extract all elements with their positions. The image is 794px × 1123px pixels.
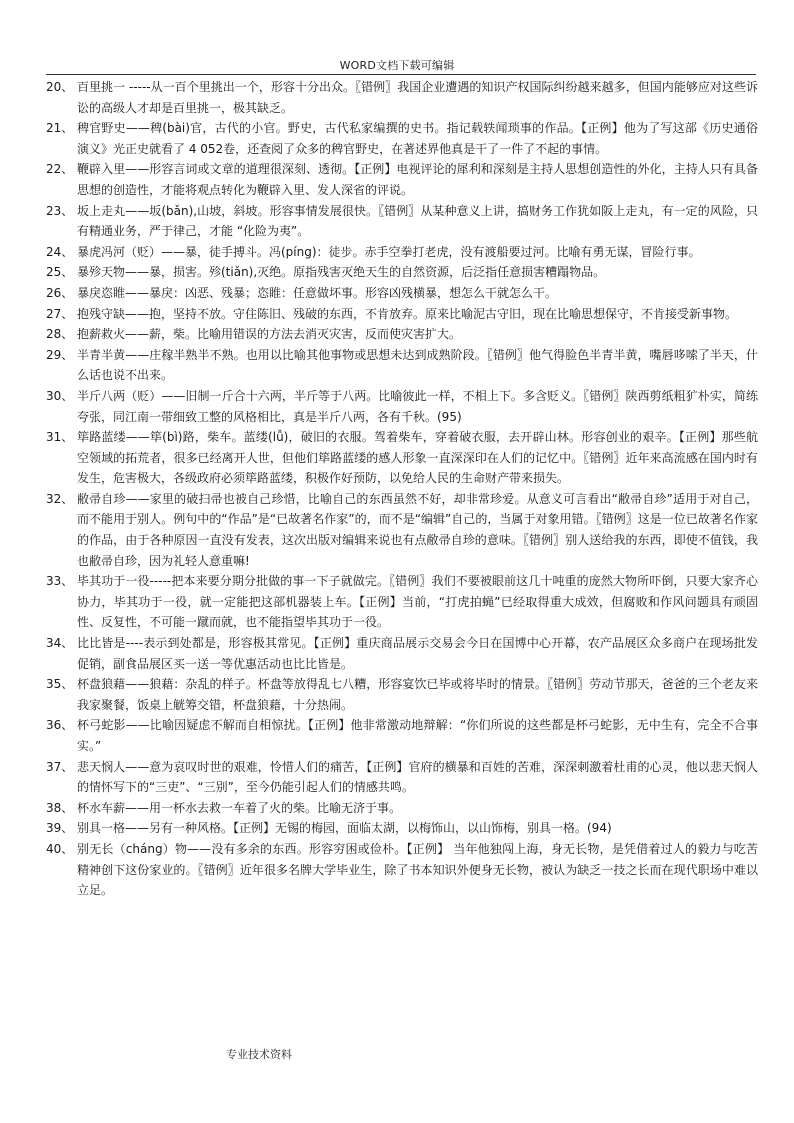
list-item: [46, 839, 758, 901]
list-item: [46, 201, 758, 242]
list-item: [46, 674, 758, 715]
entry-number: 23、: [46, 203, 74, 218]
entry-number: 33、: [46, 574, 74, 589]
page-header: WORD文档下载可编辑: [339, 59, 455, 72]
entry-text: 半青半黄——庄稼半熟半不熟。也用以比喻其他事物或思想未达到成熟阶段。〖错例〗他气得脸色半青半黄，嘴唇哆嗦了半天，什么话也说不出来。: [77, 347, 758, 383]
list-item: [46, 159, 758, 200]
header-divider: [46, 74, 756, 75]
entry-number: 27、: [46, 306, 74, 321]
entry-number: 24、: [46, 244, 74, 259]
entry-text: 暴虎冯河（贬）——暴，徒手搏斗。冯(píng)：徒步。赤手空拳打老虎，没有渡船要过河。比喻有勇无谋，冒险行事。: [77, 244, 701, 259]
entry-text: 抱残守缺——抱，坚持不放。守住陈旧、残破的东西，不肯放弃。原来比喻泥古守旧，现在比喻思想保守，不肯接受新事物。: [77, 306, 738, 321]
entry-text: 比比皆是----表示到处都是，形容极其常见。【正例】重庆商品展示交易会今日在国博中心开幕，农产品展区众多商户在现场批发促销，副食品展区买一送一等优惠活动也比比皆是。: [77, 636, 758, 671]
entry-number: 37、: [46, 759, 74, 774]
entry-number: 38、: [46, 800, 74, 815]
list-item: [46, 757, 758, 798]
entry-number: 26、: [46, 285, 74, 300]
entry-number: 21、: [46, 121, 74, 136]
entry-number: 34、: [46, 636, 74, 651]
entry-text: 鞭辟入里——形容言词或文章的道理很深刻、透彻。【正例】电视评论的犀利和深刻是主持人思想创造性的外化，主持人只有具备思想的创造性，才能将观点转化为鞭辟入里、发人深省的评说。: [77, 162, 758, 197]
entry-number: 28、: [46, 327, 74, 342]
entry-number: 39、: [46, 821, 74, 836]
entry-number: 25、: [46, 265, 74, 280]
idiom-list: [46, 77, 758, 901]
entry-number: 22、: [46, 162, 74, 177]
list-item: [46, 715, 758, 756]
entry-text: 坂上走丸——坂(bǎn),山坡，斜坡。形容事情发展很快。〖错例〗从某种意义上讲，搞财务工作犹如阪上走丸，有一定的风险，只有精通业务，严于律己，才能 “化险为夷”。: [77, 203, 758, 239]
list-item: [46, 324, 758, 345]
list-item: [46, 262, 758, 283]
list-item: [46, 427, 758, 489]
entry-text: 半斤八两（贬）——旧制一斤合十六两，半斤等于八两。比喻彼此一样，不相上下。多含贬义。〖错例〗陕西剪纸粗犷朴实，简练夸张，同江南一带细致工整的风格相比，真是半斤八两，各有千秋。(95): [77, 388, 758, 424]
list-item: [46, 489, 758, 571]
list-item: [46, 571, 758, 633]
list-item: [46, 304, 758, 325]
entry-number: 35、: [46, 677, 74, 692]
list-item: [46, 386, 758, 427]
entry-text: 别无长（cháng）物——没有多余的东西。形容穷困或俭朴。【正例】 当年他独闯上海，身无长物，是凭借着过人的毅力与吃苦精神创下这份家业的。〖错例〗近年很多名牌大学毕业生，除了书本知识外便身无长物，被认为缺乏一技之长而在现代职场中难以立足。: [77, 841, 758, 898]
entry-text: 毕其功于一役-----把本来要分期分批做的事一下子就做完。〖错例〗我们不要被眼前这几十吨重的庞然大物所吓倒，只要大家齐心协力，毕其功于一役，就一定能把这部机器装上车。【正例】当前，“打虎拍蝇”已经取得重大成效，但腐败和作风问题具有顽固性、反复性，不可能一蹴而就，也不能指望毕其功于一役。: [77, 574, 758, 630]
entry-text: 筚路蓝缕——筚(bì)路，柴车。蓝缕(lǚ)，破旧的衣服。驾着柴车，穿着破衣服，去开辟山林。形容创业的艰辛。【正例】那些航空领域的拓荒者，很多已经离开人世，但他们筚路蓝缕的感人形象一直深深印在人们的记忆中。〖错例〗近年来高流感在国内时有发生，危害极大，各级政府必须筚路蓝缕，积极作好预防，以免给人民的生命财产带来损失。: [77, 430, 758, 486]
list-item: [46, 77, 758, 118]
list-item: [46, 818, 758, 839]
entry-text: 暴殄天物——暴，损害。殄(tiǎn),灭绝。原指残害灭绝天生的自然资源，后泛指任意损害糟蹋物品。: [77, 265, 606, 280]
entry-text: 百里挑一 -----从一百个里挑出一个，形容十分出众。〖错例〗我国企业遭遇的知识产权国际纠纷越来越多，但国内能够应对这些诉讼的高级人才却是百里挑一，极其缺乏。: [77, 80, 758, 115]
entry-number: 36、: [46, 718, 74, 733]
entry-text: 杯盘狼藉——狼藉：杂乱的样子。杯盘等放得乱七八糟，形容宴饮已毕或将毕时的情景。〖错例〗劳动节那天，爸爸的三个老友来我家聚餐，饭桌上觥筹交错，杯盘狼藉，十分热闹。: [77, 677, 758, 712]
entry-text: 稗官野史——稗(bài)官，古代的小官。野史，古代私家编撰的史书。指记载轶闻琐事的作品。【正例】他为了写这部《历史通俗演义》光正史就看了 4 052卷，还查阅了众多的稗官野史，在著述界他真是干了一件了不起的事情。: [77, 121, 758, 156]
list-item: [46, 118, 758, 159]
entry-text: 悲天悯人——意为哀叹时世的艰难，怜惜人们的痛苦，【正例】官府的横暴和百姓的苦难，深深刺激着杜甫的心灵，他以悲天悯人的情怀写下的“三吏”、“三别”，至今仍能引起人们的情感共鸣。: [77, 759, 758, 795]
entry-text: 抱薪救火——薪，柴。比喻用错误的方法去消灭灾害，反而使灾害扩大。: [77, 327, 462, 342]
entry-number: 31、: [46, 430, 74, 445]
page-footer: 专业技术资料: [226, 1048, 292, 1061]
list-item: [46, 798, 758, 819]
list-item: [46, 345, 758, 386]
entry-text: 杯弓蛇影——比喻因疑虑不解而自相惊扰。【正例】他非常激动地辩解：“你们所说的这些都是杯弓蛇影，无中生有，完全不合事实。”: [77, 718, 758, 753]
entry-text: 敝帚自珍——家里的破扫帚也被自己珍惜，比喻自己的东西虽然不好，却非常珍爱。从意义可言看出“敝帚自珍”适用于对自己，而不能用于别人。例句中的“作品”是“已故著名作家”的，而不是“编辑”自己的，当属于对象用错。〖错例〗这是一位已故著名作家的作品，由于各种原因一直没有发表，这次出版对编辑来说也有点敝帚自珍的意味。〖错例〗别人送给我的东西，即使不值钱，我也敝帚自珍，因为礼轻人意重嘛!: [77, 491, 758, 568]
entry-text: 暴戾恣睢——暴戾：凶恶、残暴；恣睢：任意做坏事。形容凶残横暴，想怎么干就怎么干。: [77, 285, 558, 300]
entry-text: 杯水车薪——用一杯水去救一车着了火的柴。比喻无济于事。: [77, 800, 402, 815]
list-item: [46, 633, 758, 674]
list-item: [46, 242, 758, 263]
entry-number: 29、: [46, 347, 74, 362]
entry-text: 别具一格——另有一种风格。【正例】无锡的梅园，面临太湖，以梅饰山，以山饰梅，别具一格。(94): [77, 821, 612, 836]
entry-number: 32、: [46, 491, 74, 506]
entry-number: 20、: [46, 80, 74, 94]
entry-number: 40、: [46, 841, 74, 856]
list-item: [46, 283, 758, 304]
entry-number: 30、: [46, 388, 74, 403]
